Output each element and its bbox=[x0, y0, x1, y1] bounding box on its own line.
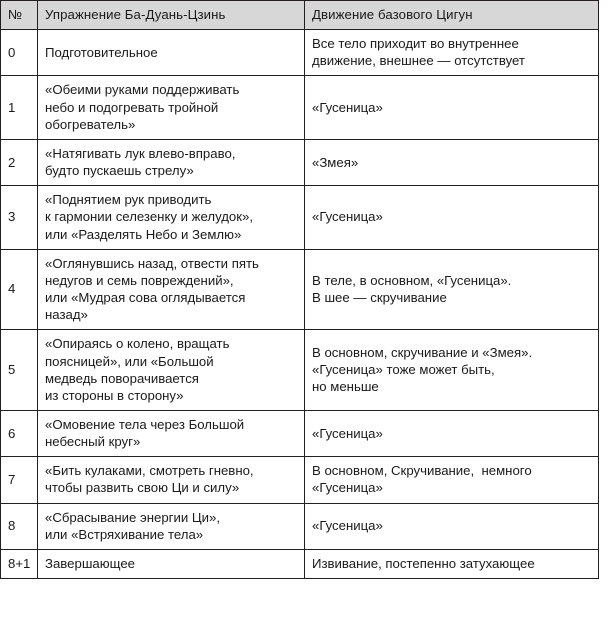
row-number-cell: 3 bbox=[1, 186, 38, 249]
exercise-line: Завершающее bbox=[45, 555, 136, 571]
row-number-cell: 8 bbox=[1, 503, 38, 549]
movement-cell bbox=[305, 457, 599, 503]
row-number-cell: 6 bbox=[1, 410, 38, 456]
exercise-line: «Сбрасывание энергии Ци», bbox=[45, 509, 220, 525]
movement-cell bbox=[305, 410, 599, 456]
exercise-cell bbox=[38, 457, 305, 503]
exercise-cell bbox=[38, 549, 305, 578]
exercise-line: обогреватель» bbox=[45, 116, 136, 132]
exercise-line: к гармонии селезенку и желудок», bbox=[45, 209, 254, 225]
movement-line: «Змея» bbox=[312, 154, 359, 170]
movement-cell bbox=[305, 76, 599, 139]
table-row bbox=[1, 549, 599, 578]
column-header-movement: Движение базового Цигун bbox=[305, 1, 599, 30]
exercise-cell bbox=[38, 186, 305, 249]
exercise-line: «Омовение тела через Большой bbox=[45, 416, 245, 432]
exercise-line: небо и подогревать тройной bbox=[45, 99, 219, 115]
movement-line: Все тело приходит во внутреннее bbox=[312, 36, 519, 52]
row-number-cell: 5 bbox=[1, 330, 38, 411]
exercise-line: чтобы развить свою Ци и силу» bbox=[45, 480, 240, 496]
exercise-line: Подготовительное bbox=[45, 44, 158, 60]
movement-line: «Гусеница» тоже может быть, bbox=[312, 362, 495, 378]
exercise-line: поясницей», или «Большой bbox=[45, 353, 214, 369]
table-row bbox=[1, 457, 599, 503]
column-header-number: № bbox=[1, 1, 38, 30]
exercise-line: «Натягивать лук влево-вправо, bbox=[45, 145, 236, 161]
movement-cell bbox=[305, 249, 599, 330]
table-row bbox=[1, 186, 599, 249]
exercise-line: из стороны в сторону» bbox=[45, 387, 184, 403]
exercise-line: «Бить кулаками, смотреть гневно, bbox=[45, 463, 254, 479]
table-row bbox=[1, 503, 599, 549]
movement-cell bbox=[305, 30, 599, 76]
movement-line: «Гусеница» bbox=[312, 425, 383, 441]
exercise-line: или «Мудрая сова оглядывается bbox=[45, 290, 246, 306]
movement-cell bbox=[305, 139, 599, 185]
movement-line: В теле, в основном, «Гусеница». bbox=[312, 272, 512, 288]
exercise-line: назад» bbox=[45, 307, 88, 323]
movement-line: В шее — скручивание bbox=[312, 290, 447, 306]
exercise-line: «Опираясь о колено, вращать bbox=[45, 336, 230, 352]
exercise-line: медведь поворачивается bbox=[45, 370, 199, 386]
exercise-line: небесный круг» bbox=[45, 434, 141, 450]
movement-line: «Гусеница» bbox=[312, 518, 383, 534]
exercise-cell bbox=[38, 330, 305, 411]
table-row bbox=[1, 139, 599, 185]
exercise-line: или «Разделять Небо и Землю» bbox=[45, 226, 242, 242]
movement-line: движение, внешнее — отсутствует bbox=[312, 53, 525, 69]
movement-line: «Гусеница» bbox=[312, 99, 383, 115]
exercise-line: или «Встряхивание тела» bbox=[45, 526, 204, 542]
exercise-cell bbox=[38, 76, 305, 139]
exercise-line: недугов и семь повреждений», bbox=[45, 272, 234, 288]
table-header-row bbox=[1, 1, 599, 30]
movement-line: «Гусеница» bbox=[312, 480, 383, 496]
movement-line: «Гусеница» bbox=[312, 209, 383, 225]
exercise-cell bbox=[38, 410, 305, 456]
exercise-cell bbox=[38, 30, 305, 76]
movement-cell bbox=[305, 503, 599, 549]
movement-cell bbox=[305, 186, 599, 249]
row-number-cell: 2 bbox=[1, 139, 38, 185]
movement-line: Извивание, постепенно затухающее bbox=[312, 555, 535, 571]
exercise-cell bbox=[38, 503, 305, 549]
row-number-cell: 8+1 bbox=[1, 549, 38, 578]
table-row bbox=[1, 330, 599, 411]
row-number-cell: 7 bbox=[1, 457, 38, 503]
row-number-cell: 1 bbox=[1, 76, 38, 139]
movement-cell bbox=[305, 549, 599, 578]
exercise-line: «Обеими руками поддерживать bbox=[45, 82, 240, 98]
table-row bbox=[1, 249, 599, 330]
movement-line: но меньше bbox=[312, 379, 379, 395]
table-row bbox=[1, 76, 599, 139]
table-row bbox=[1, 410, 599, 456]
movement-line: В основном, Скручивание, немного bbox=[312, 463, 532, 479]
table-row bbox=[1, 30, 599, 76]
exercise-line: «Поднятием рук приводить bbox=[45, 192, 212, 208]
exercise-cell bbox=[38, 249, 305, 330]
column-header-exercise: Упражнение Ба-Дуань-Цзинь bbox=[38, 1, 305, 30]
table-body bbox=[1, 30, 599, 579]
table-header bbox=[1, 1, 599, 30]
exercise-cell bbox=[38, 139, 305, 185]
row-number-cell: 0 bbox=[1, 30, 38, 76]
movement-cell bbox=[305, 330, 599, 411]
row-number-cell: 4 bbox=[1, 249, 38, 330]
exercise-line: будто пускаешь стрелу» bbox=[45, 163, 194, 179]
movement-line: В основном, скручивание и «Змея». bbox=[312, 344, 533, 360]
exercise-line: «Оглянувшись назад, отвести пять bbox=[45, 255, 259, 271]
